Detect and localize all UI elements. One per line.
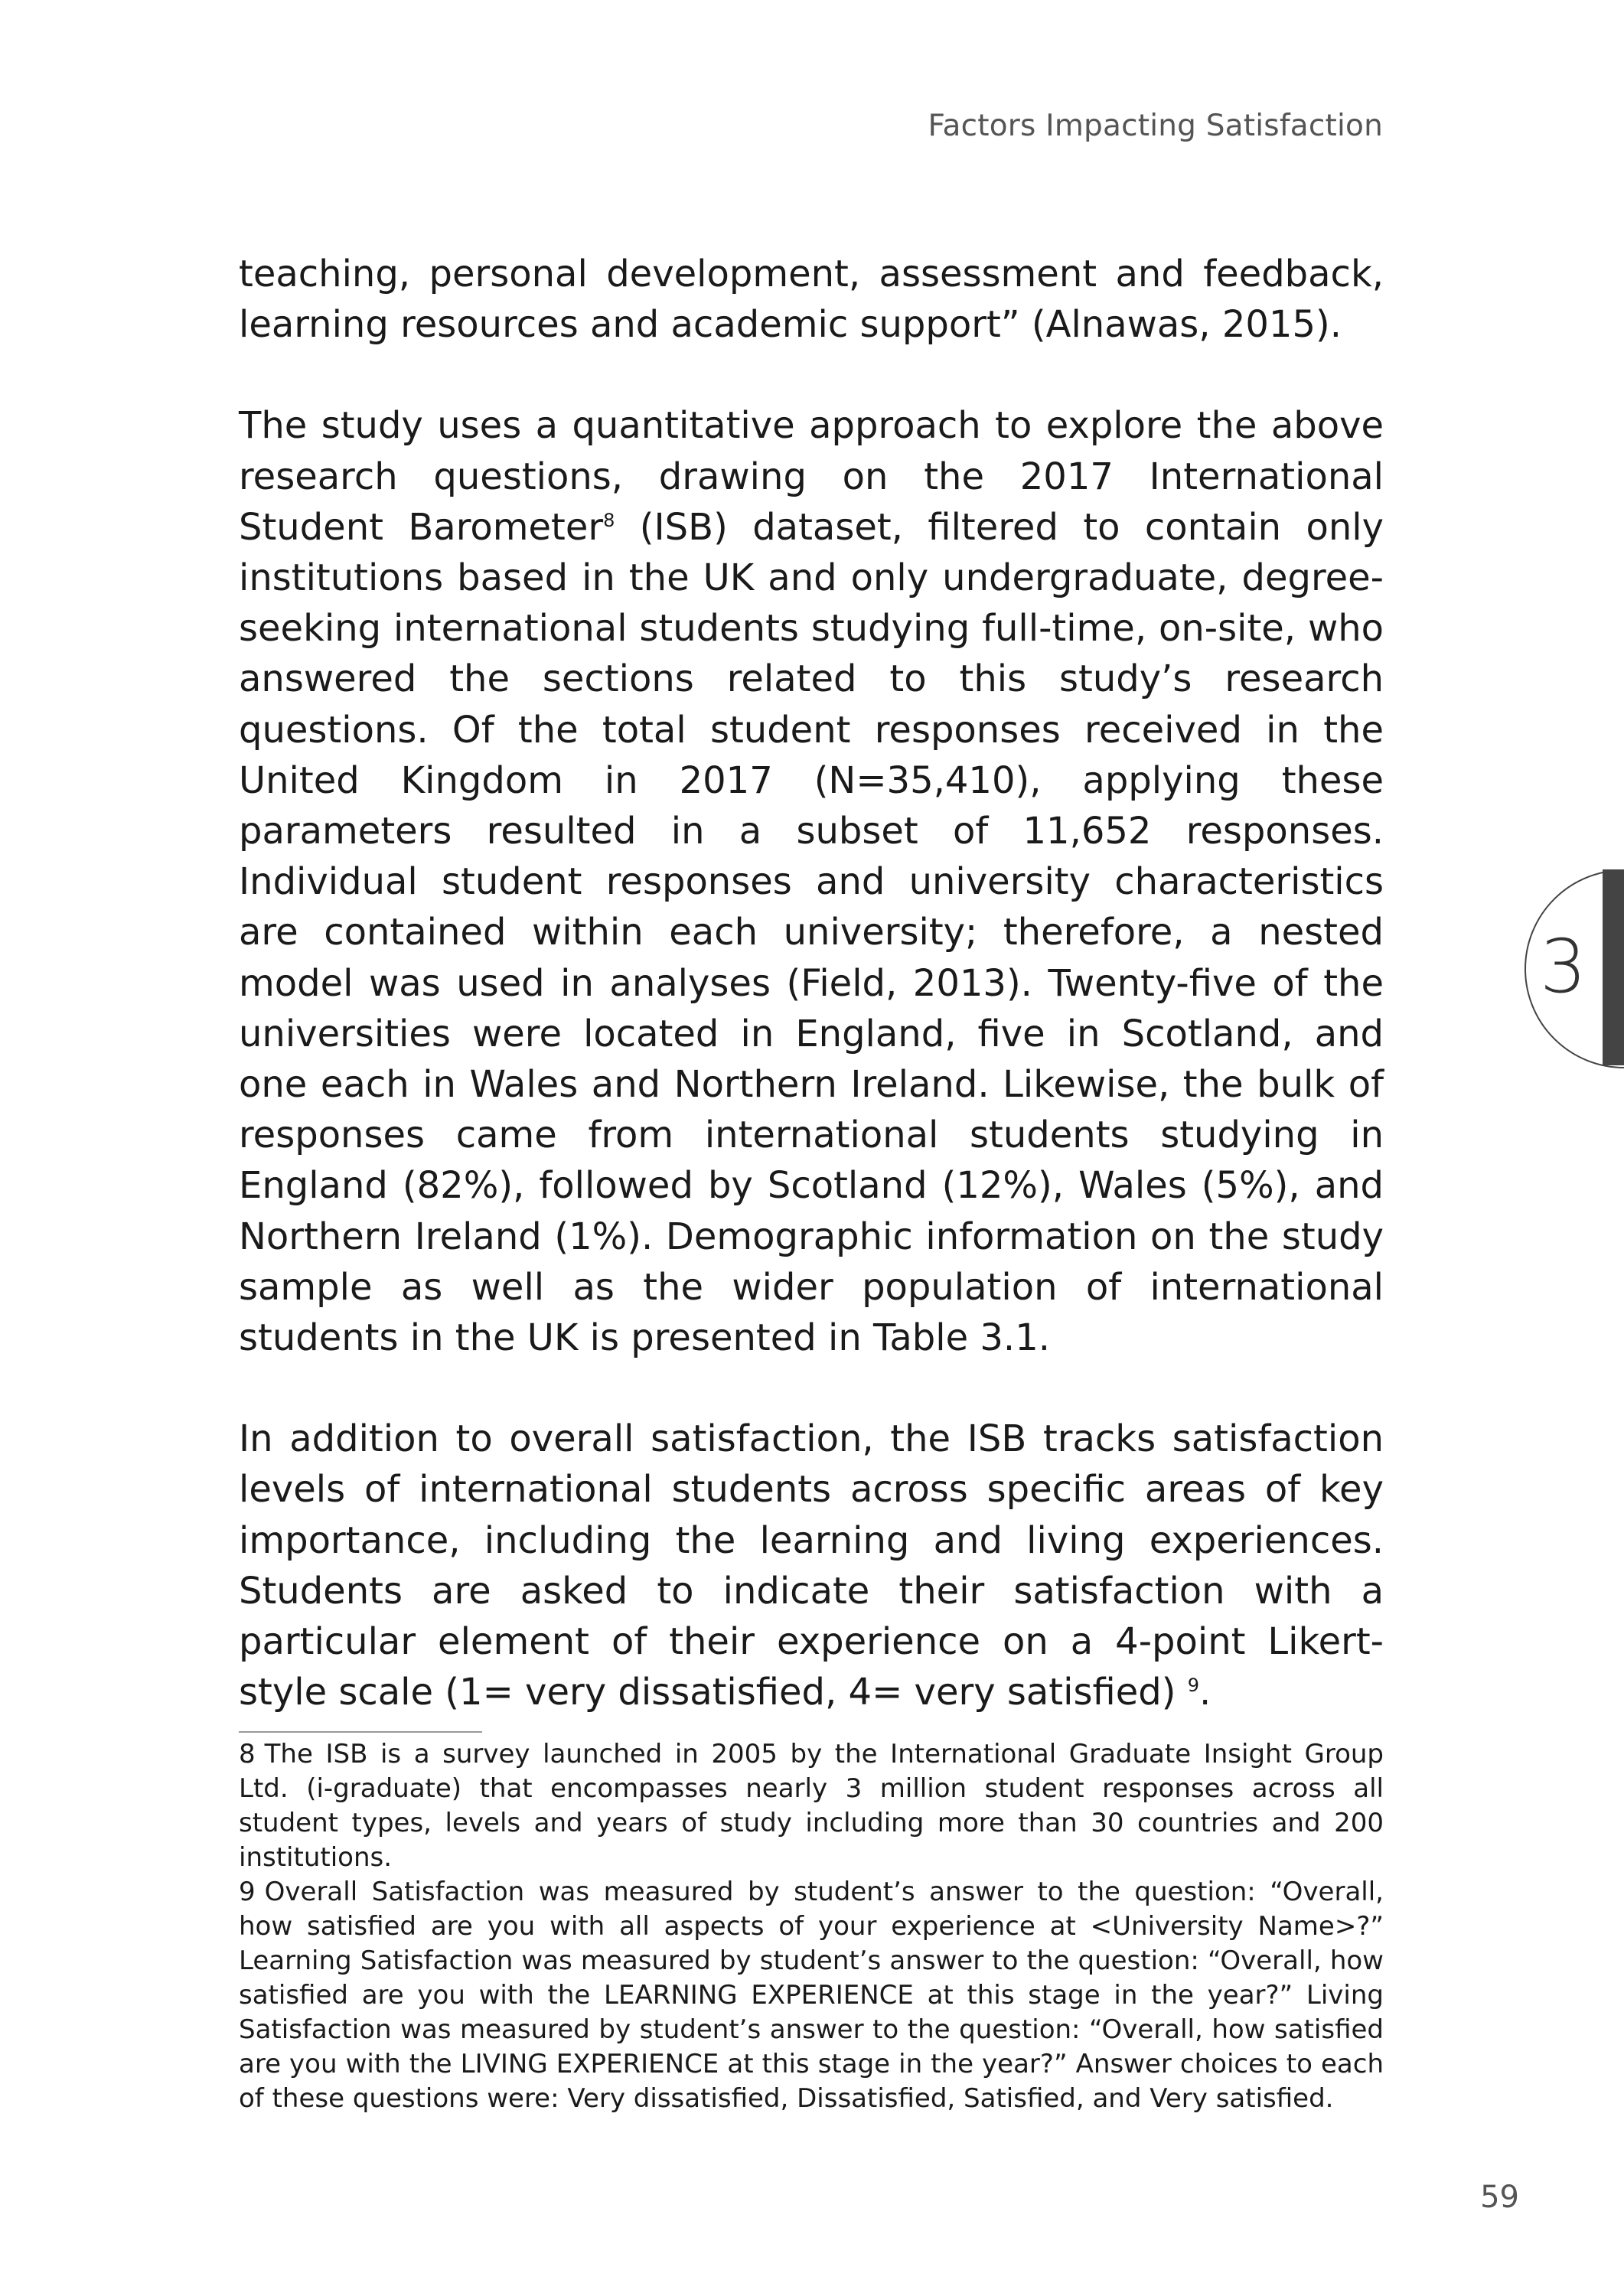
footnote-text: The ISB is a survey launched in 2005 by the International Graduate Insight Group Ltd. (i-graduate) that encompasses nearly 3 million student responses across all student types, levels and years of study including more than 30 countries and 200 institutions. <box>239 1739 1384 1873</box>
paragraph-text: teaching, personal development, assessment and feedback, learning resources and academic support” (Alnawas, 2015). <box>239 253 1384 347</box>
chapter-tab-bar <box>1603 869 1624 1065</box>
body-paragraph <box>239 249 1384 350</box>
body-paragraph <box>239 400 1384 1363</box>
body-paragraph <box>239 1414 1384 1717</box>
footnote-divider <box>239 1731 482 1733</box>
footnote <box>239 1875 1384 2116</box>
footnote-number: 8 <box>239 1739 256 1769</box>
footnote <box>239 1737 1384 1875</box>
footnote-number: 9 <box>239 1877 256 1907</box>
chapter-number: 3 <box>1540 924 1587 1009</box>
paragraph-text: . <box>1198 1671 1211 1714</box>
footnote-reference[interactable]: 8 <box>603 509 615 531</box>
paragraph-text: In addition to overall satisfaction, the ISB tracks satisfaction levels of international students across specific areas of key importance, including the learning and living experiences. Students are asked to indicate their satisfaction with a particular element of their experience on a 4-point Likert-style scale (1= very dissatisfied, 4= very satisfied) <box>239 1417 1384 1714</box>
footnote-text: Overall Satisfaction was measured by student’s answer to the question: “Overall, how satisfied are you with all aspects of your experience at <University Name>?” Learning Satisfaction was measured by student’s answer to the question: “Overall, how satisfied are you with the LEARNING EXPERIENCE at this stage in the year?” Living Satisfaction was measured by student’s answer to the question: “Overall, how satisfied are you with the LIVING EXPERIENCE at this stage in the year?” Answer choices to each of these questions were: Very dissatisfied, Dissatisfied, Satisfied, and Very satisfied. <box>239 1877 1384 2114</box>
page-number: 59 <box>1480 2180 1519 2215</box>
footnote-reference[interactable]: 9 <box>1187 1675 1199 1697</box>
footnotes <box>239 1737 1384 2116</box>
running-header: Factors Impacting Satisfaction <box>928 109 1383 143</box>
body-text <box>239 249 1384 1717</box>
paragraph-text: (ISB) dataset, filtered to contain only institutions based in the UK and only undergraduate, degree-seeking international students studying full-time, on-site, who answered the sections related to this study’s research questions. Of the total student responses received in the United Kingdom in 2017 (N=35,410), applying these parameters resulted in a subset of 11,652 responses. Individual student responses and university characteristics are contained within each university; therefore, a nested model was used in analyses (Field, 2013). Twenty-five of the universities were located in England, five in Scotland, and one each in Wales and Northern Ireland. Likewise, the bulk of responses came from international students studying in England (82%), followed by Scotland (12%), Wales (5%), and Northern Ireland (1%). Demographic information on the study sample as well as the wider population of international students in the UK is presented in Table 3.1. <box>239 505 1384 1360</box>
paragraph-text: The study uses a quantitative approach to explore the above research questions, drawing on the 2017 International Student Barometer <box>239 404 1384 549</box>
